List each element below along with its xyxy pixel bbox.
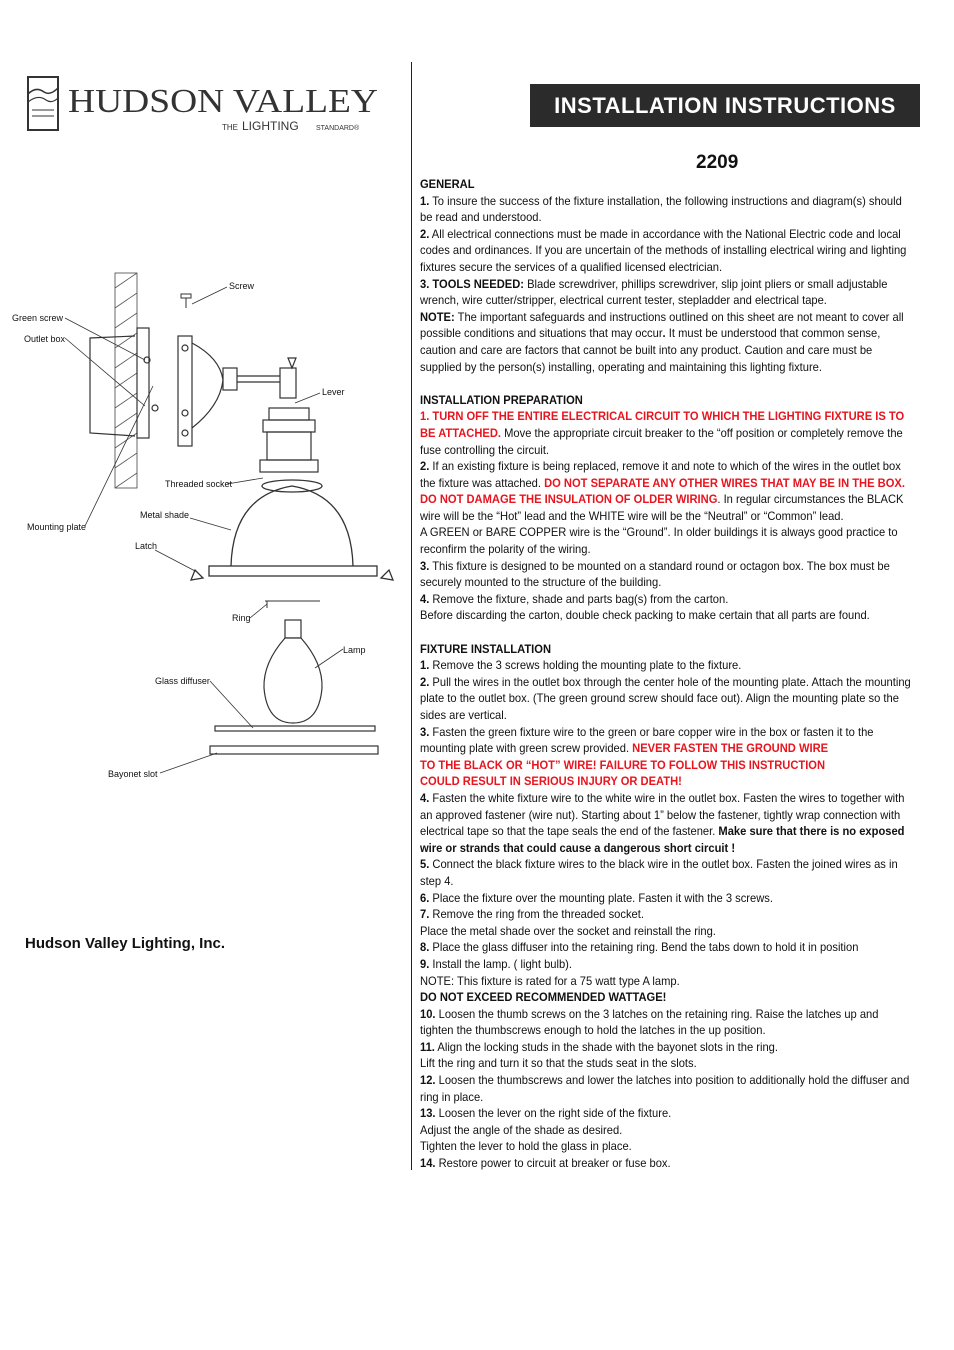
fixture-step-6: 6. Place the fixture over the mounting plate. Fasten it with the 3 screws.	[420, 890, 773, 905]
tagline-the: THE	[222, 123, 238, 132]
fixture-step-9c: DO NOT EXCEED RECOMMENDED WATTAGE!	[420, 990, 667, 1005]
label-screw: Screw	[229, 281, 255, 291]
fixture-step-7: 7. Remove the ring from the threaded socket.	[420, 907, 644, 922]
label-lever: Lever	[322, 387, 345, 397]
mounting-plate-shape	[178, 336, 296, 446]
prep-step-1: 1. TURN OFF THE ENTIRE ELECTRICAL CIRCUIT TO WHICH THE LIGHTING FIXTURE IS TO BE ATTACHED. Move the appropriate circuit breaker to the “off position or completely remove the fuse controlling the circuit.	[420, 409, 905, 457]
label-metal-shade: Metal shade	[140, 510, 190, 520]
tagline-lighting: LIGHTING	[242, 119, 299, 133]
fixture-step-8: 8. Place the glass diffuser into the retaining ring. Bend the tabs down to hold it in position	[420, 940, 859, 955]
label-threaded-socket: Threaded socket	[165, 479, 233, 489]
fixture-step-7b: Place the metal shade over the socket and reinstall the ring.	[420, 923, 716, 938]
installation-instructions-banner: INSTALLATION INSTRUCTIONS	[530, 84, 920, 127]
prep-step-4: 4. Remove the fixture, shade and parts bag(s) from the carton.	[420, 591, 729, 606]
fixture-step-9b: NOTE: This fixture is rated for a 75 watt type A lamp.	[420, 973, 680, 988]
fixture-step-12: 12. Loosen the thumbscrews and lower the latches into position to additionally hold the diffuser and ring in place.	[420, 1073, 910, 1104]
prep-step-2b: A GREEN or BARE COPPER wire is the “Ground”. In older buildings it is always good practice to reconfirm the polarity of the wiring.	[420, 525, 898, 557]
fixture-step-9: 9. Install the lamp. ( light bulb).	[420, 956, 572, 971]
fixture-step-2: 2. Pull the wires in the outlet box through the center hole of the mounting plate. Attach the mounting plate to the outlet box. (The green ground screw should face out). Align the mounting plate so the sides are vertical.	[420, 674, 911, 722]
prep-heading: INSTALLATION PREPARATION	[420, 392, 583, 407]
label-ring: Ring	[232, 613, 251, 623]
label-glass-diffuser: Glass diffuser	[155, 676, 210, 686]
fixture-step-11: 11. Align the locking studs in the shade with the bayonet slots in the ring.	[420, 1039, 778, 1054]
socket-shape	[260, 408, 318, 472]
tagline-standard: STANDARD®	[316, 125, 360, 132]
fixture-heading: FIXTURE INSTALLATION	[420, 641, 552, 656]
general-step-2: 2. All electrical connections must be made in accordance with the National Electric code and local codes and ordinances. If you are uncertain of the methods of installing electrical wiring and lighting fixtures secure the services of a qualified licensed electrician.	[420, 226, 907, 274]
prep-step-2: 2. If an existing fixture is being replaced, remove it and note to which of the wires in the outlet box the fixture was attached. DO NOT SEPARATE ANY OTHER WIRES THAT MAY BE IN THE BOX. DO NOT DAMAGE THE INSULATION OF OLDER WIRING. In regular circumstances the BLACK wire will be the “Hot” lead and the WHITE wire will be the “Neutral” or “Common” lead.	[420, 459, 905, 523]
label-bayonet-slot: Bayonet slot	[108, 769, 158, 779]
metal-shade-shape	[191, 480, 393, 580]
fixture-step-3: 3. Fasten the green fixture wire to the green or bare copper wire in the box or fasten it to the mounting plate with green screw provided. NEVER FASTEN THE GROUND WIRE TO THE BLACK OR “HOT” WIRE! FAILURE TO FOLLOW THIS INSTRUCTION COULD RESULT IN SERIOUS INJURY OR DEATH!	[420, 724, 874, 789]
hudson-valley-logo	[24, 72, 384, 136]
fixture-step-10: 10. Loosen the thumb screws on the 3 latches on the retaining ring. Raise the latches up and tighten the thumbscrews enough to hold the latches in the up position.	[420, 1006, 879, 1038]
label-lamp: Lamp	[343, 645, 366, 655]
screw-shape	[181, 294, 191, 308]
fixture-step-14: 14. Restore power to circuit at breaker or fuse box.	[420, 1156, 671, 1171]
label-latch: Latch	[135, 541, 158, 551]
general-note: NOTE: The important safeguards and instructions outlined on this sheet are not meant to cover all possible conditions and situations that may occur. It must be understood that common sense, caution and care are factors that cannot be built into any product. Caution and care must be supplied by the person(s) installing, operating and maintaining this lighting fixture.	[420, 309, 904, 374]
wall-hatch	[115, 273, 137, 488]
general-step-3: 3. TOOLS NEEDED: Blade screwdriver, phillips screwdriver, slip joint pliers or small adjustable wrench, wire cutter/stripper, electrical current tester, stepladder and electrical tape.	[420, 276, 888, 308]
fixture-exploded-diagram	[5, 268, 400, 788]
fixture-step-13b: Adjust the angle of the shade as desired.	[420, 1122, 623, 1137]
lamp-bulb-shape	[264, 620, 322, 723]
company-name: Hudson Valley Lighting, Inc.	[25, 935, 226, 952]
fixture-step-5: 5. Connect the black fixture wires to the black wire in the outlet box. Fasten the joined wires as in step 4.	[420, 857, 898, 888]
mountain-emblem-icon	[28, 77, 58, 130]
glass-diffuser-shape	[210, 726, 378, 754]
instructions-text	[420, 176, 911, 1172]
fixture-step-13c: Tighten the lever to hold the glass in place.	[420, 1139, 632, 1154]
prep-step-3: 3. This fixture is designed to be mounted on a standard round or octagon box. The box must be securely mounted to the structure of the building.	[420, 558, 890, 590]
fixture-step-4: 4. Fasten the white fixture wire to the white wire in the outlet box. Fasten the wires to together with an approved fastener (wire nut). Starting about 1” below the fastener, tightly wrap connection with electrical tape so that the tape seals the end of the fastener. Make sure that there is no exposed wire or strands that could cause a dangerous short circuit !	[420, 790, 905, 855]
label-green-screw: Green screw	[12, 313, 64, 323]
fixture-step-13: 13. Loosen the lever on the right side of the fixture.	[420, 1106, 672, 1121]
fixture-step-11b: Lift the ring and turn it so that the studs seat in the slots.	[420, 1056, 697, 1071]
prep-step-4b: Before discarding the carton, double check packing to make certain that all parts are found.	[420, 608, 870, 623]
label-outlet-box: Outlet box	[24, 334, 66, 344]
general-heading: GENERAL	[420, 177, 475, 191]
ring-shape	[265, 601, 320, 608]
general-step-1: 1. To insure the success of the fixture installation, the following instructions and diagram(s) should be read and understood.	[420, 193, 902, 225]
label-mounting-plate: Mounting plate	[27, 522, 87, 532]
column-divider	[411, 62, 412, 1170]
fixture-step-1: 1. Remove the 3 screws holding the mounting plate to the fixture.	[420, 658, 742, 673]
brand-name: HUDSON VALLEY	[68, 83, 378, 120]
model-number: 2209	[696, 152, 739, 173]
